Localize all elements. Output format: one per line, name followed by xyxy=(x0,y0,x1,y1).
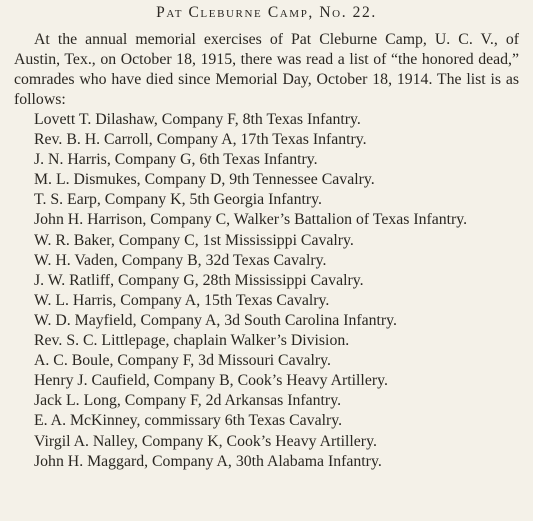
list-item: John H. Harrison, Company C, Walker’s Battalion of Texas Infantry. xyxy=(34,211,468,229)
list-item: T. S. Earp, Company K, 5th Georgia Infantry. xyxy=(34,191,322,209)
honored-dead-list xyxy=(14,110,519,472)
list-item: W. R. Baker, Company C, 1st Mississippi Cavalry. xyxy=(34,231,354,249)
list-item: A. C. Boule, Company F, 3d Missouri Cavalry. xyxy=(34,352,331,370)
list-item: J. N. Harris, Company G, 6th Texas Infantry. xyxy=(34,151,318,169)
intro-paragraph: At the annual memorial exercises of Pat Cleburne Camp, U. C. V., of Austin, Tex., on October 18, 1915, there was read a list of “the honored dead,” comrades who have died since Memorial Day, October 18, 1914. The list is as follows: xyxy=(14,31,519,108)
section-heading: Pat Cleburne Camp, No. 22. xyxy=(156,4,377,21)
list-item: E. A. McKinney, commissary 6th Texas Cavalry. xyxy=(34,412,343,430)
list-item: Jack L. Long, Company F, 2d Arkansas Infantry. xyxy=(34,392,342,410)
list-item: W. L. Harris, Company A, 15th Texas Cavalry. xyxy=(34,291,330,309)
list-item: Lovett T. Dilashaw, Company F, 8th Texas Infantry. xyxy=(34,111,361,128)
list-item: Henry J. Caufield, Company B, Cook’s Heavy Artillery. xyxy=(34,372,388,390)
list-item: W. D. Mayfield, Company A, 3d South Carolina Infantry. xyxy=(34,311,397,329)
list-item: John H. Maggard, Company A, 30th Alabama Infantry. xyxy=(34,452,382,470)
list-item: Rev. B. H. Carroll, Company A, 17th Texas Infantry. xyxy=(34,131,367,149)
list-item: Virgil A. Nalley, Company K, Cook’s Heavy Artillery. xyxy=(34,432,377,450)
list-item: W. H. Vaden, Company B, 32d Texas Cavalry. xyxy=(34,251,327,269)
list-item: J. W. Ratliff, Company G, 28th Mississippi Cavalry. xyxy=(34,271,364,289)
list-item: M. L. Dismukes, Company D, 9th Tennessee Cavalry. xyxy=(34,171,375,189)
list-item: Rev. S. C. Littlepage, chaplain Walker’s Division. xyxy=(34,332,350,350)
document-page xyxy=(0,4,533,521)
